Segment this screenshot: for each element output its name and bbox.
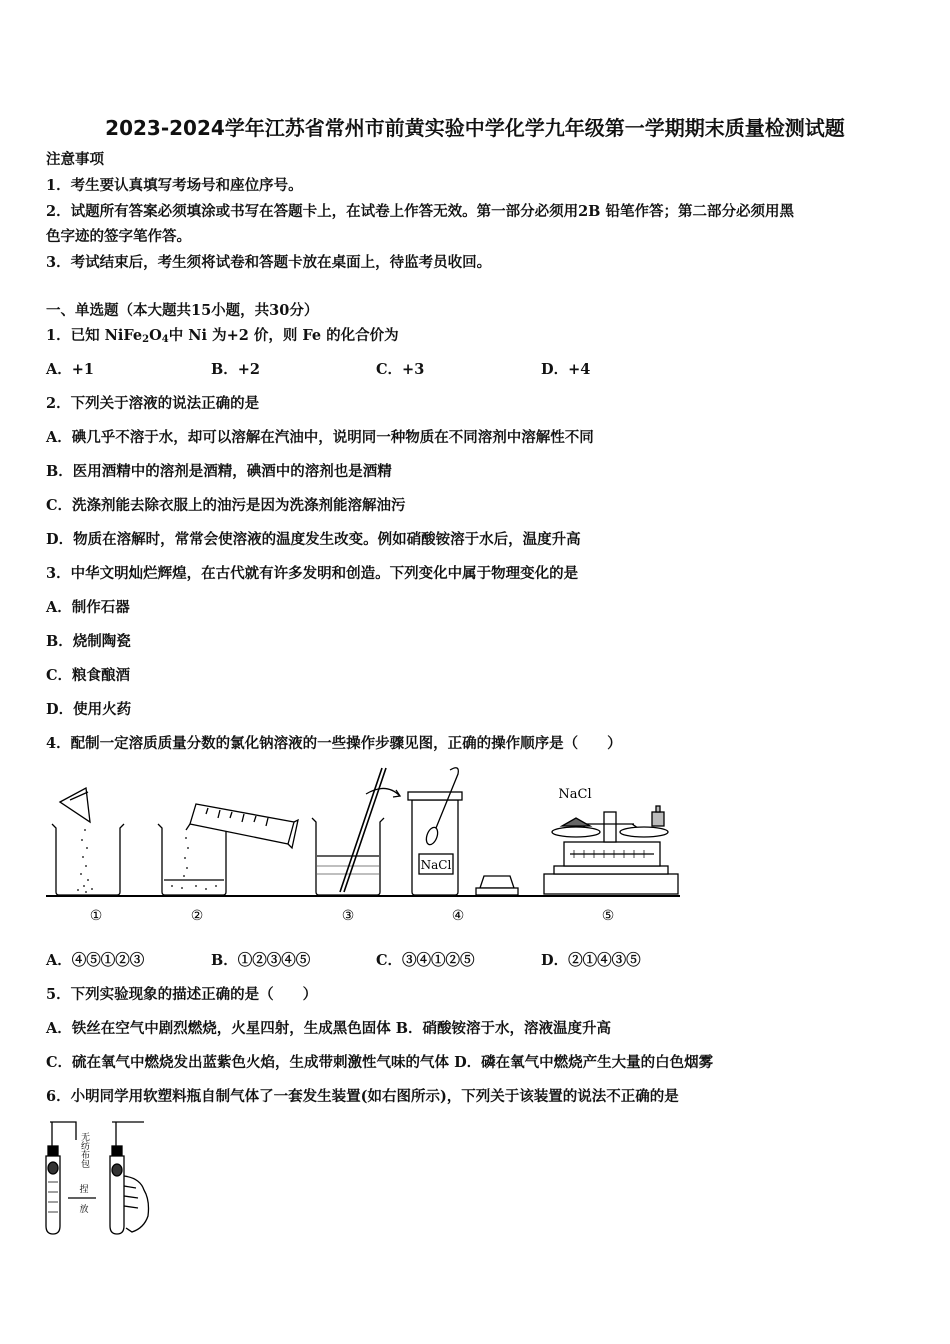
figure-label-3: ③ — [341, 908, 355, 924]
q2-option-d[interactable]: D．物质在溶解时，常常会使溶液的温度发生改变。例如硝酸铵溶于水后，温度升高 — [46, 531, 581, 548]
section-heading: 一、单选题（本大题共15小题，共30分） — [46, 302, 319, 319]
question-3-stem: 3．中华文明灿烂辉煌，在古代就有许多发明和创造。下列变化中属于物理变化的是 — [46, 565, 579, 582]
figure-2-cylinder — [158, 804, 298, 895]
q4-option-c[interactable]: C．③④①②⑤ — [376, 952, 475, 969]
q2-option-b[interactable]: B．医用酒精中的溶剂是酒精，碘酒中的溶剂也是酒精 — [46, 463, 392, 480]
notice-item-3: 3．考试结束后，考生须将试卷和答题卡放在桌面上，待监考员收回。 — [46, 254, 492, 271]
figure-4-jar — [408, 768, 518, 895]
notice-heading: 注意事项 — [46, 151, 104, 168]
q3-option-c[interactable]: C．粮食酿酒 — [46, 667, 131, 684]
q5-options-ab[interactable]: A．铁丝在空气中剧烈燃烧，火星四射，生成黑色固体 B．硝酸铵溶于水，溶液温度升高 — [46, 1020, 612, 1037]
figure-label-2: ② — [190, 908, 204, 924]
question-4-stem: 4．配制一定溶质质量分数的氯化钠溶液的一些操作步骤见图，正确的操作顺序是（ ） — [46, 735, 622, 752]
q6-label-bag: 无纺布包 — [79, 1132, 89, 1168]
q2-option-c[interactable]: C．洗涤剂能去除衣服上的油污是因为洗涤剂能溶解油污 — [46, 497, 406, 514]
figure-4-jar-label: NaCl — [420, 858, 452, 872]
q1-stem-pre: 1．已知 NiFe — [46, 327, 143, 344]
q1-option-b[interactable]: B．+2 — [211, 361, 260, 378]
notice-item-2-cont: 色字迹的签字笔作答。 — [46, 228, 191, 245]
question-6-stem: 6．小明同学用软塑料瓶自制气体了一套发生装置(如右图所示)，下列关于该装置的说法不正确的是 — [46, 1088, 679, 1105]
q1-stem-post: 中 Ni 为+2 价，则 Fe 的化合价为 — [168, 327, 399, 344]
q4-option-d[interactable]: D．②①④③⑤ — [541, 952, 641, 969]
question-5-stem: 5．下列实验现象的描述正确的是（ ） — [46, 986, 318, 1003]
q6-label-release: 放 — [79, 1205, 89, 1215]
figure-label-1: ① — [89, 908, 103, 924]
q1-stem-mid: O — [149, 327, 162, 344]
notice-item-1: 1．考生要认真填写考场号和座位序号。 — [46, 177, 303, 194]
q2-option-a[interactable]: A．碘几乎不溶于水，却可以溶解在汽油中，说明同一种物质在不同溶剂中溶解性不同 — [46, 429, 594, 446]
q4-option-b[interactable]: B．①②③④⑤ — [211, 952, 311, 969]
notice-item-2: 2．试题所有答案必须填涂或书写在答题卡上，在试卷上作答无效。第一部分必须用2B 铅笔作答；第二部分必须用黑 — [46, 203, 794, 220]
q3-option-a[interactable]: A．制作石器 — [46, 599, 130, 616]
q1-option-a[interactable]: A．+1 — [46, 361, 94, 378]
figure-label-4: ④ — [451, 908, 465, 924]
figure-label-5: ⑤ — [601, 908, 615, 924]
q6-label-squeeze: 捏 — [79, 1185, 89, 1195]
figure-3-stirring — [312, 768, 400, 895]
q5-options-cd[interactable]: C．硫在氧气中燃烧发出蓝紫色火焰，生成带刺激性气味的气体 D．磷在氧气中燃烧产生大量的白色烟雾 — [46, 1054, 714, 1071]
q4-option-a[interactable]: A．④⑤①②③ — [46, 952, 145, 969]
question-1-stem — [46, 326, 399, 350]
q3-option-d[interactable]: D．使用火药 — [46, 701, 132, 718]
question-2-stem: 2．下列关于溶液的说法正确的是 — [46, 395, 260, 412]
figure-1-beaker — [52, 788, 124, 895]
q1-option-c[interactable]: C．+3 — [376, 361, 425, 378]
q6-apparatus-figure — [40, 1116, 160, 1241]
figure-5-balance — [544, 806, 678, 894]
figure-5-balance-label: NaCl — [558, 787, 592, 802]
q1-option-d[interactable]: D．+4 — [541, 361, 591, 378]
exam-title: 2023-2024学年江苏省常州市前黄实验中学化学九年级第一学期期末质量检测试题 — [105, 116, 845, 140]
q1-sub-2: 4 — [161, 334, 169, 345]
q4-procedure-figure — [40, 762, 690, 932]
q3-option-b[interactable]: B．烧制陶瓷 — [46, 633, 131, 650]
q1-sub-1: 2 — [142, 334, 150, 345]
